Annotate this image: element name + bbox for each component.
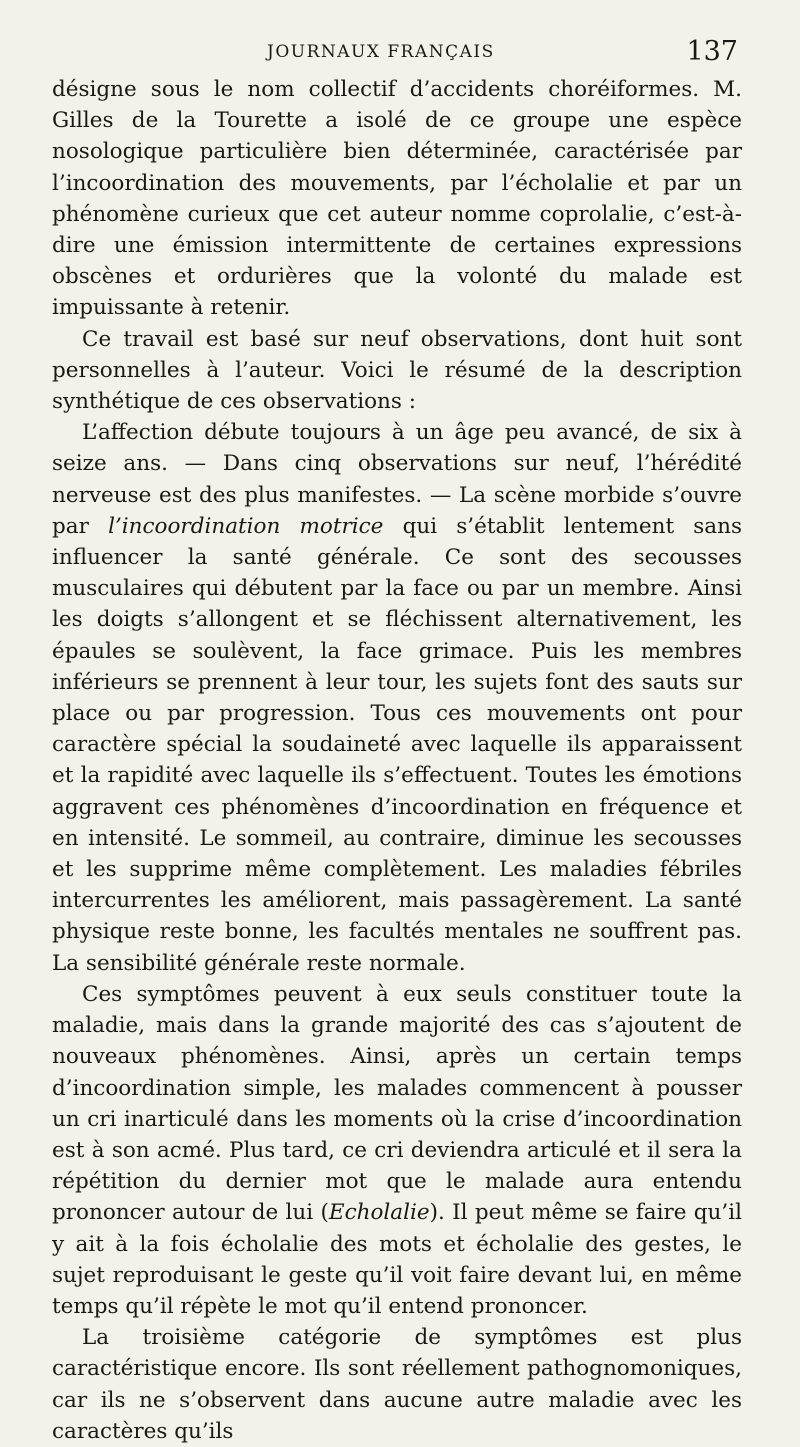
paragraph-5 xyxy=(52,1322,742,1447)
text-run: Ce travail est basé sur neuf observations, dont huit sont personnelles à l’auteur. Voici le résumé de la description synthétique de ces observations : xyxy=(52,326,742,415)
paragraph-3 xyxy=(52,417,742,979)
running-head xyxy=(52,36,742,74)
text-run: qui s’établit lentement sans influencer la santé générale. Ce sont des secousses musculaires qui débutent par la face ou par un membre. Ainsi les doigts s’allongent et se fléchissent alternativement, les épaules se soulèvent, la face grimace. Puis les membres inférieurs se prennent à leur tour, les sujets font des sauts sur place ou par progression. Tous ces mouvements ont pour caractère spécial la soudaineté avec laquelle ils apparaissent et la rapidité avec laquelle ils s’effectuent. Toutes les émotions aggravent ces phénomènes d’incoordination en fréquence et en intensité. Le sommeil, au contraire, diminue les secousses et les supprime même complètement. Les maladies fébriles intercurrentes les améliorent, mais passagèrement. La santé physique reste bonne, les facultés mentales ne souffrent pas. La sensibilité générale reste normale. xyxy=(52,513,743,976)
italic-phrase: Echolalie xyxy=(328,1200,430,1226)
text-run: Ces symptômes peuvent à eux seuls constituer toute la maladie, mais dans la grande majorité des cas s’ajoutent de nouveaux phénomènes. Ainsi, après un certain temps d’incoordination simple, les malades commencent à pousser un cri inarticulé dans les moments où la crise d’incoordination est à son acmé. Plus tard, ce cri deviendra articulé et il sera la répétition du dernier mot que le malade aura entendu prononcer autour de lui ( xyxy=(52,981,742,1226)
running-title: JOURNAUX FRANÇAIS xyxy=(267,42,495,62)
paragraph-1 xyxy=(52,74,742,324)
body-text xyxy=(52,74,742,1447)
text-run: L’affection débute toujours à un âge peu avancé, de six à seize ans. — Dans cinq observations sur neuf, l’hérédité nerveuse est des plus manifestes. — La scène morbide s’ouvre par xyxy=(52,420,742,539)
paragraph-2 xyxy=(52,324,742,418)
text-run: désigne sous le nom collectif d’accidents choréiformes. M. Gilles de la Tourette a isolé de ce groupe une espèce nosologique particulière bien déterminée, caractérisée par l’incoordination des mouvements, par l’écholalie et par un phénomène curieux que cet auteur nomme coprolalie, c’est-à-dire une émission intermittente de certaines expressions obscènes et ordurières que la volonté du malade est impuissante à retenir. xyxy=(52,77,742,321)
text-run: ). Il peut même se faire qu’il y ait à la fois écholalie des mots et écholalie des gestes, le sujet reproduisant le geste qu’il voit faire devant lui, en même temps qu’il répète le mot qu’il entend prononcer. xyxy=(52,1200,742,1319)
italic-phrase: l’incoordination motrice xyxy=(108,513,384,539)
paragraph-4 xyxy=(52,979,742,1322)
book-page xyxy=(52,36,743,1447)
text-run: La troisième catégorie de symptômes est plus caractéristique encore. Ils sont réellement pathognomoniques, car ils ne s’observent dans aucune autre maladie avec les caractères qu’ils xyxy=(52,1325,742,1444)
page-number: 137 xyxy=(686,36,738,67)
